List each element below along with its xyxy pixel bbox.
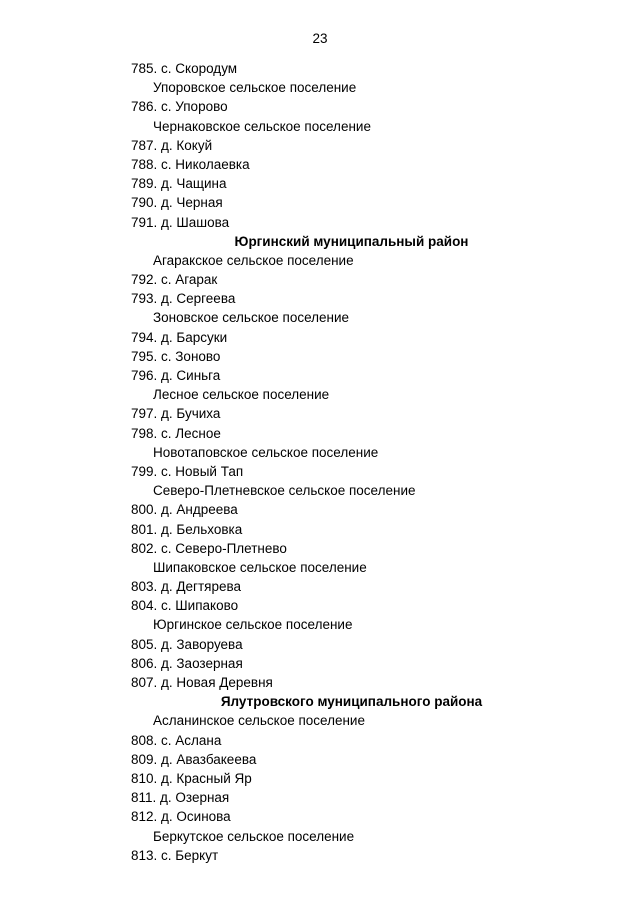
- locality-entry: 790. д. Черная: [131, 195, 223, 211]
- settlement-heading: Асланинское сельское поселение: [153, 713, 365, 729]
- settlement-heading: Упоровское сельское поселение: [153, 80, 357, 96]
- locality-entry: 796. д. Синьга: [131, 368, 221, 383]
- locality-entry: 813. с. Беркут: [131, 847, 219, 863]
- locality-entry: 806. д. Заозерная: [131, 655, 243, 671]
- locality-entry: 807. д. Новая Деревня: [131, 675, 273, 690]
- locality-entry: 787. д. Кокуй: [131, 137, 213, 153]
- settlement-heading: Агаракское сельское поселение: [153, 252, 354, 268]
- locality-entry: 785. с. Скородум: [131, 61, 238, 76]
- locality-entry: 812. д. Осинова: [131, 809, 231, 825]
- locality-entry: 791. д. Шашова: [131, 214, 230, 230]
- document-body: [0, 59, 640, 865]
- locality-entry: 801. д. Бельховка: [131, 521, 243, 537]
- page-number: 23: [312, 31, 328, 46]
- locality-entry: 797. д. Бучиха: [131, 406, 221, 422]
- locality-entry: 793. д. Сергеева: [131, 291, 236, 307]
- locality-entry: 799. с. Новый Тап: [131, 463, 244, 479]
- locality-entry: 802. с. Северо-Плетнево: [131, 540, 287, 556]
- locality-entry: 805. д. Заворуева: [131, 636, 243, 652]
- locality-entry: 800. д. Андреева: [131, 502, 238, 518]
- locality-entry: 794. д. Барсуки: [131, 329, 228, 345]
- locality-entry: 809. д. Авазбакеева: [131, 751, 257, 767]
- settlement-heading: Беркутское сельское поселение: [153, 828, 355, 844]
- settlement-heading: Шипаковское сельское поселение: [153, 559, 367, 575]
- settlement-heading: Лесное сельское поселение: [153, 387, 330, 403]
- locality-entry: 792. с. Агарак: [131, 272, 218, 288]
- settlement-heading: Юргинское сельское поселение: [153, 617, 353, 633]
- locality-entry: 795. с. Зоново: [131, 348, 221, 364]
- locality-entry: 788. с. Николаевка: [131, 156, 250, 172]
- locality-entry: 808. с. Аслана: [131, 732, 222, 748]
- district-heading: Юргинский муниципальный район: [234, 233, 469, 249]
- locality-entry: 811. д. Озерная: [131, 790, 230, 806]
- locality-entry: 786. с. Упорово: [131, 99, 228, 115]
- locality-entry: 789. д. Чащина: [131, 176, 227, 192]
- district-heading: Ялутровского муниципального района: [220, 694, 483, 710]
- settlement-heading: Северо-Плетневское сельское поселение: [153, 483, 416, 499]
- locality-entry: 810. д. Красный Яр: [131, 770, 252, 786]
- locality-entry: 798. с. Лесное: [131, 425, 221, 441]
- settlement-heading: Чернаковское сельское поселение: [153, 118, 371, 134]
- settlement-heading: Зоновское сельское поселение: [153, 310, 350, 326]
- settlement-heading: Новотаповское сельское поселение: [153, 444, 379, 460]
- locality-entry: 804. с. Шипаково: [131, 598, 239, 614]
- locality-entry: 803. д. Дегтярева: [131, 579, 242, 595]
